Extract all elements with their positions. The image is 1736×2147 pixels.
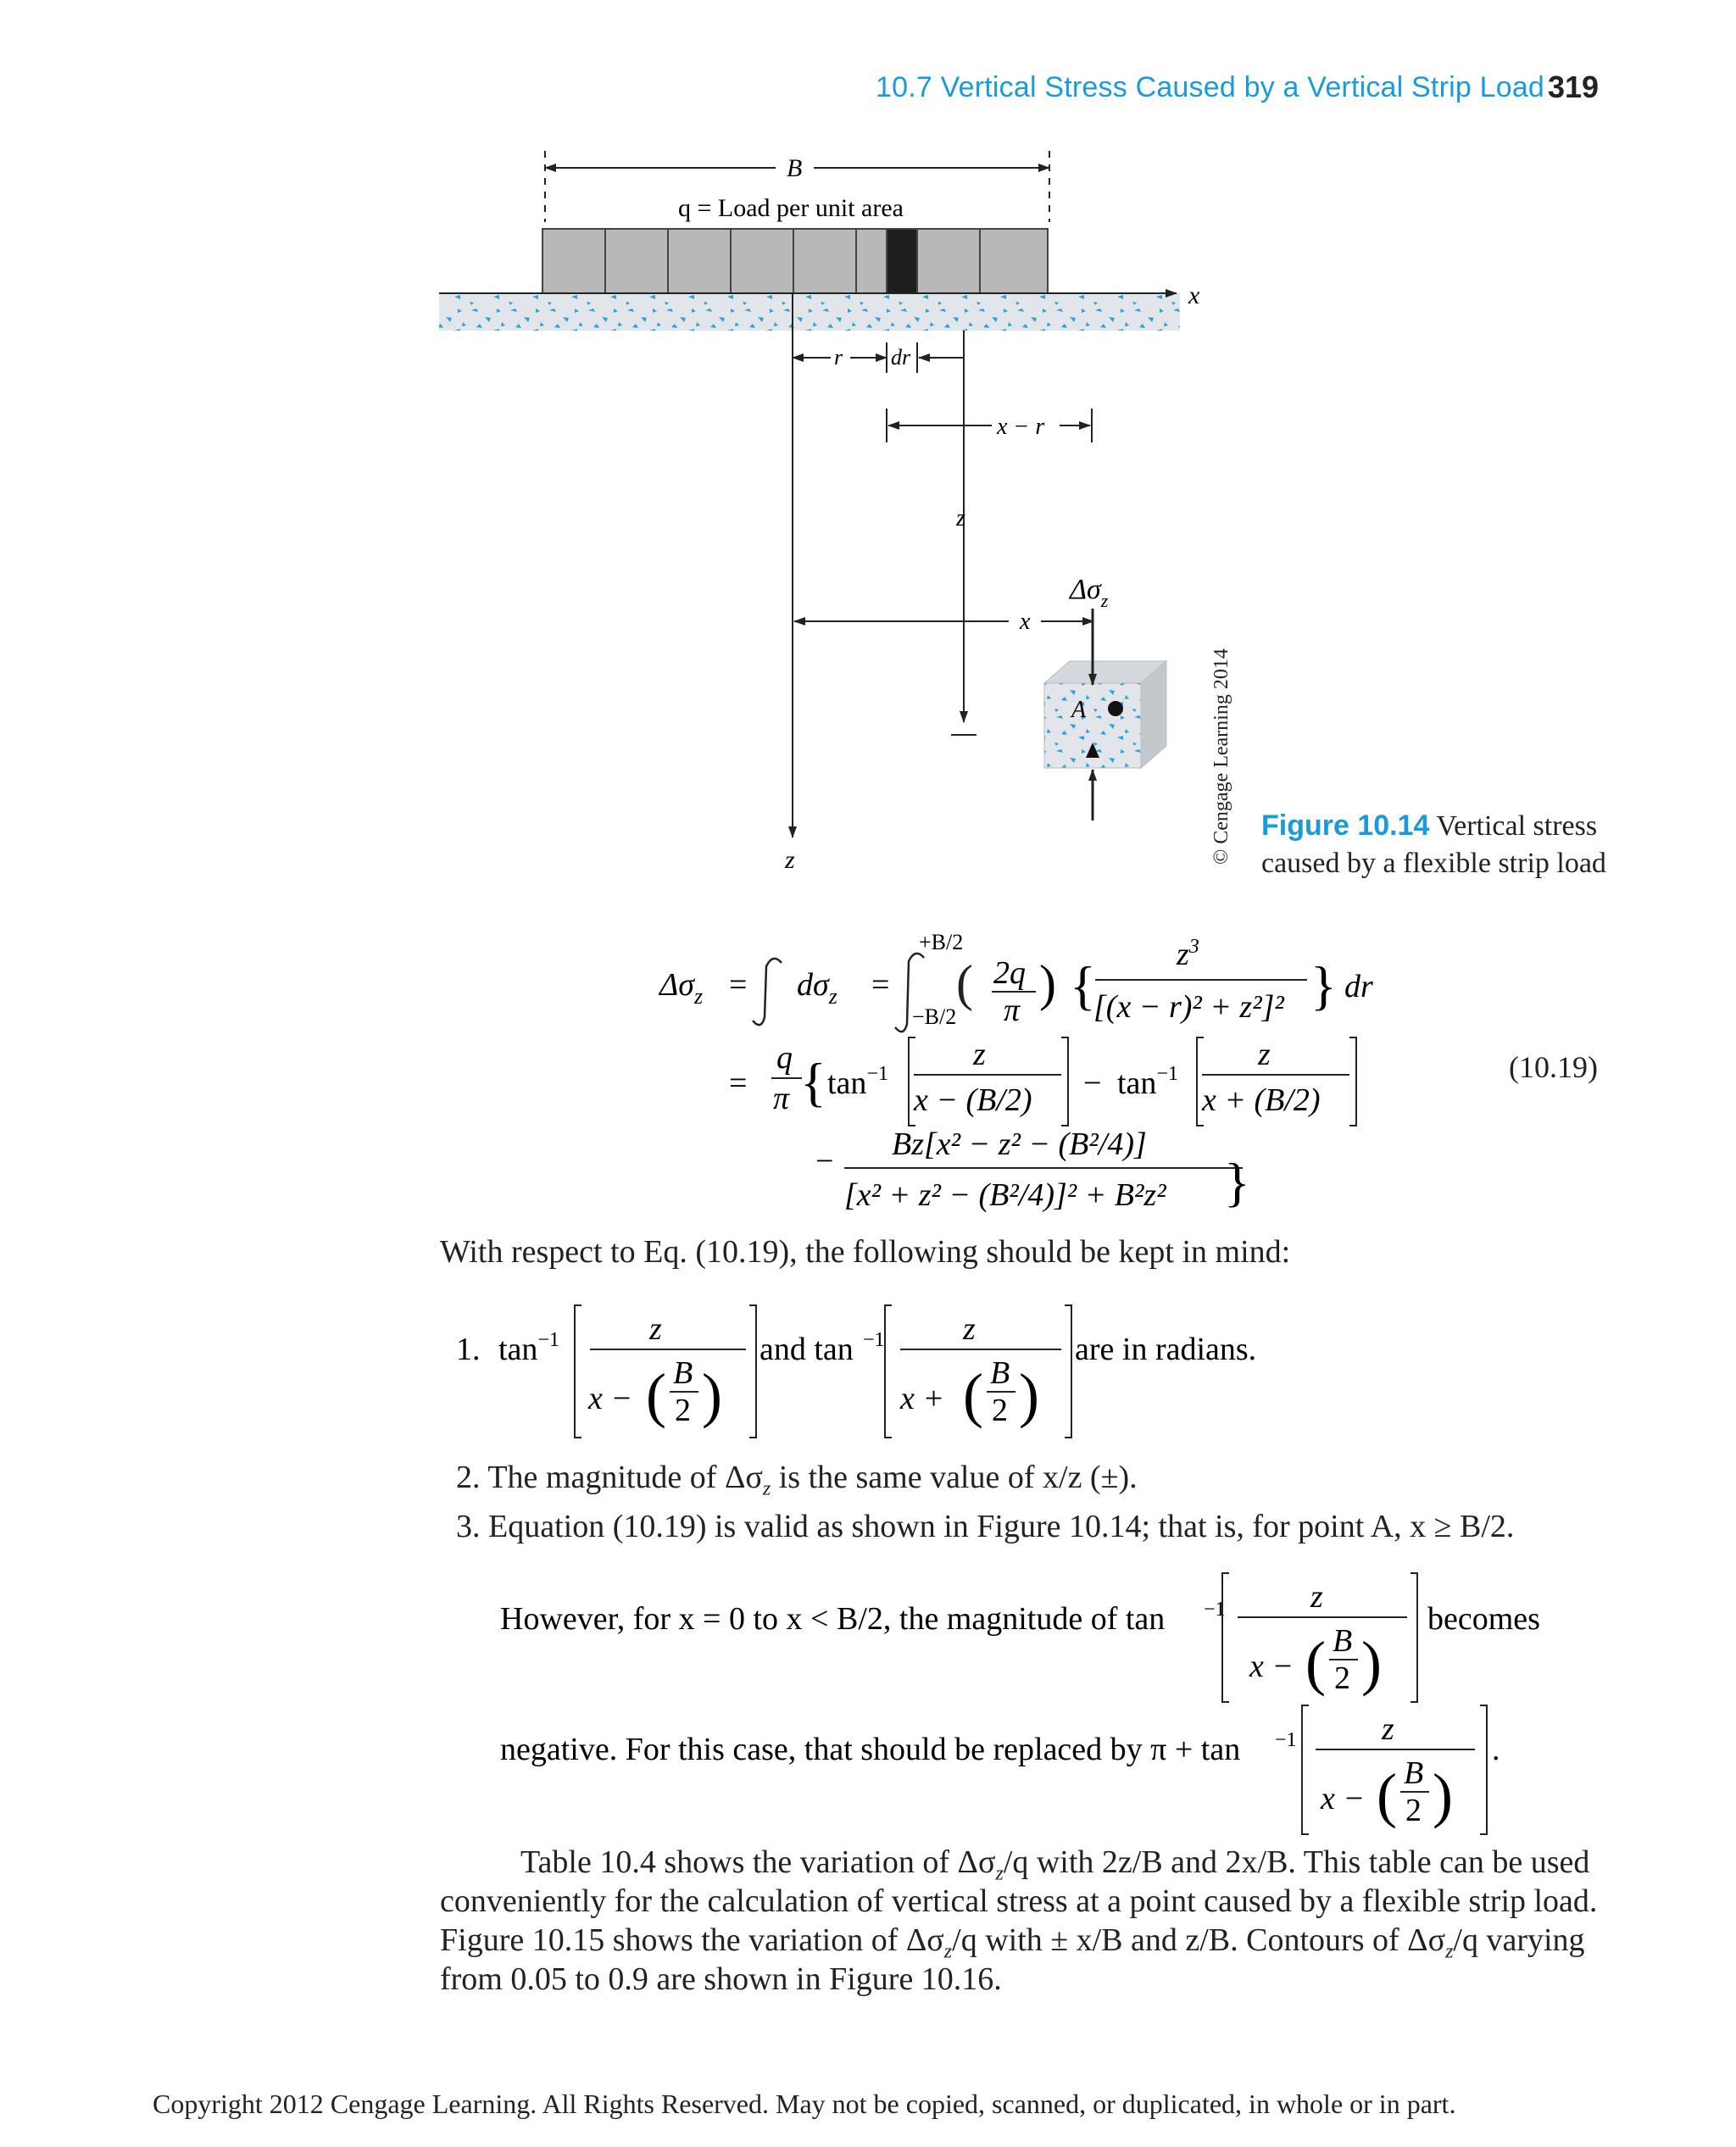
svg-text:(: ( xyxy=(646,1361,666,1429)
delta-sigma-label: $\Delta\sigma_z$ xyxy=(1070,574,1109,611)
svg-text:=: = xyxy=(871,967,890,1003)
svg-text:are in radians.: are in radians. xyxy=(1075,1332,1257,1367)
paragraph-line-3: Figure 10.15 shows the variation of $\Delta\sigma_z/q$ with ± x/B and z/B. Contours of $\Delta\sigma_z/q$ varying xyxy=(440,1922,1585,1963)
svg-text:tan−1: $\tan^{-1}$ xyxy=(498,1329,559,1367)
svg-text:+B/2: +B/2 xyxy=(919,930,964,954)
svg-text:x −: x − xyxy=(1321,1781,1366,1816)
svg-text:π: π xyxy=(1004,993,1021,1028)
svg-text:π: π xyxy=(773,1081,790,1116)
svg-text:negative. For this case, that: negative. For this case, that should be replaced by π + tan xyxy=(500,1732,1241,1767)
r-label: r xyxy=(834,345,843,370)
svg-text:(: ( xyxy=(1305,1629,1326,1697)
svg-text:}: } xyxy=(1224,1152,1250,1212)
svg-text:z: z xyxy=(963,1311,976,1347)
svg-text:q: q xyxy=(776,1040,793,1076)
paragraph-line-2: conveniently for the calculation of vertical stress at a point caused by a flexible strip load. xyxy=(440,1883,1598,1919)
svg-text:(: ( xyxy=(1377,1761,1397,1829)
svg-text:x +: x + xyxy=(900,1381,945,1416)
svg-text:z: z xyxy=(649,1311,662,1347)
svg-text:−: − xyxy=(815,1143,834,1179)
figure-credit: © Cengage Learning 2014 xyxy=(1210,648,1232,865)
svg-text:Bz[x² − z² − (B²/4)]: Bz[x² − z² − (B²/4)] xyxy=(892,1126,1147,1162)
item-3: 3. Equation (10.19) is valid as shown in Figure 10.14; that is, for point A, x ≥ B/2. xyxy=(456,1509,1515,1544)
svg-text:z: z xyxy=(1310,1579,1323,1615)
svg-text:becomes: becomes xyxy=(1427,1601,1540,1637)
svg-text:z: z xyxy=(1258,1037,1271,1072)
svg-text:=: = xyxy=(729,967,748,1003)
load-label: q = Load per unit area xyxy=(678,194,904,222)
paragraph-line-1: Table 10.4 shows the variation of $\Delta\sigma_z/q$ with 2z/B and 2x/B. This table can be used xyxy=(520,1844,1590,1885)
svg-text:): ) xyxy=(1433,1761,1453,1829)
svg-text:z: z xyxy=(1382,1711,1394,1747)
svg-text:{: { xyxy=(1070,955,1096,1015)
svg-text:−1: −1 xyxy=(863,1329,885,1351)
paragraph-line-4: from 0.05 to 0.9 are shown in Figure 10.16. xyxy=(440,1961,1002,1997)
svg-text:[(x − r)² + z²]²: [(x − r)² + z²]² xyxy=(1093,989,1284,1025)
z-inner-label: z xyxy=(956,505,965,531)
item-2: 2. The magnitude of $\Delta\sigma_z$ is the same value of x/z (±). xyxy=(456,1460,1138,1500)
svg-text:): ) xyxy=(1019,1361,1039,1429)
ground-surface xyxy=(439,293,1180,331)
x-axis-label: x xyxy=(1188,281,1200,309)
svg-text:(: ( xyxy=(963,1361,983,1429)
z-outer-label: z xyxy=(785,846,795,874)
svg-text:=: = xyxy=(729,1065,748,1101)
svg-text:2: 2 xyxy=(1334,1660,1350,1696)
svg-text:−1: −1 xyxy=(1204,1599,1226,1621)
svg-text:(: ( xyxy=(956,955,973,1011)
svg-text:B: B xyxy=(1404,1755,1424,1791)
running-head: 10.7 Vertical Stress Caused by a Vertical Strip Load xyxy=(876,71,1545,103)
svg-text:B: B xyxy=(1333,1623,1353,1659)
svg-text:): ) xyxy=(1361,1629,1382,1697)
equation-10-19 xyxy=(0,915,1736,1238)
svg-text:B: B xyxy=(673,1355,693,1391)
svg-text:z3: $z^3$ xyxy=(1177,936,1199,972)
svg-text:}: } xyxy=(1310,955,1337,1015)
load-blocks xyxy=(542,229,1048,293)
svg-text:and tan: and tan xyxy=(760,1332,854,1367)
svg-text:−1: −1 xyxy=(1275,1729,1297,1751)
svg-text:2: 2 xyxy=(675,1393,691,1428)
svg-text:): ) xyxy=(702,1361,722,1429)
svg-text:However, for x = 0 to x < B/2,: However, for x = 0 to x < B/2, the magnitude of tan xyxy=(500,1601,1166,1637)
svg-text:.: . xyxy=(1492,1732,1500,1767)
svg-text:): ) xyxy=(1039,955,1056,1011)
soil-element xyxy=(1044,661,1166,768)
svg-text:{: { xyxy=(800,1052,826,1112)
svg-text:tan−1: $\tan^{-1}$ xyxy=(1117,1063,1178,1101)
svg-text:2: 2 xyxy=(1405,1793,1422,1828)
dr-label: dr xyxy=(891,345,911,370)
svg-text:dr: dr xyxy=(1344,969,1373,1004)
x-minus-r-label: x − r xyxy=(997,414,1045,440)
figure-number: Figure 10.14 xyxy=(1261,809,1430,842)
item-3-continuation xyxy=(0,1560,1736,1839)
figure-caption-text: Vertical stress caused by a flexible strip load xyxy=(1261,810,1606,879)
svg-text:Δσz: $\Delta\sigma_z$ xyxy=(659,967,704,1009)
item-1 xyxy=(0,1297,1736,1441)
svg-text:[x² + z² − (B²/4)]² + B²z²: [x² + z² − (B²/4)]² + B²z² xyxy=(844,1177,1166,1213)
svg-text:dσz: $d\sigma_z$ xyxy=(797,967,837,1009)
svg-text:z: z xyxy=(973,1037,986,1072)
figure-caption xyxy=(1261,807,1634,882)
svg-text:x − (B/2): x − (B/2) xyxy=(914,1082,1032,1118)
point-a-label: A xyxy=(1071,697,1087,723)
svg-text:x + (B/2): x + (B/2) xyxy=(1202,1082,1321,1118)
svg-text:tan−1: $\tan^{-1}$ xyxy=(827,1063,888,1101)
svg-text:x −: x − xyxy=(588,1381,633,1416)
intro-sentence: With respect to Eq. (10.19), the following should be kept in mind: xyxy=(440,1234,1291,1270)
svg-text:1.: 1. xyxy=(456,1332,481,1367)
svg-text:2q: 2q xyxy=(993,955,1026,991)
svg-text:−B/2: −B/2 xyxy=(912,1004,957,1029)
svg-text:B: B xyxy=(990,1355,1010,1391)
page-number: 319 xyxy=(1548,70,1600,104)
equation-number: (10.19) xyxy=(1509,1050,1598,1084)
svg-text:x −: x − xyxy=(1249,1649,1294,1684)
x-dist-label: x xyxy=(1020,609,1031,635)
b-label: B xyxy=(787,154,803,182)
copyright-notice: Copyright 2012 Cengage Learning. All Rights Reserved. May not be copied, scanned, or duplicated, in whole or in part. xyxy=(153,2089,1456,2119)
svg-text:−: − xyxy=(1083,1065,1102,1101)
strip-load-figure xyxy=(0,0,1736,915)
svg-text:2: 2 xyxy=(992,1393,1008,1428)
